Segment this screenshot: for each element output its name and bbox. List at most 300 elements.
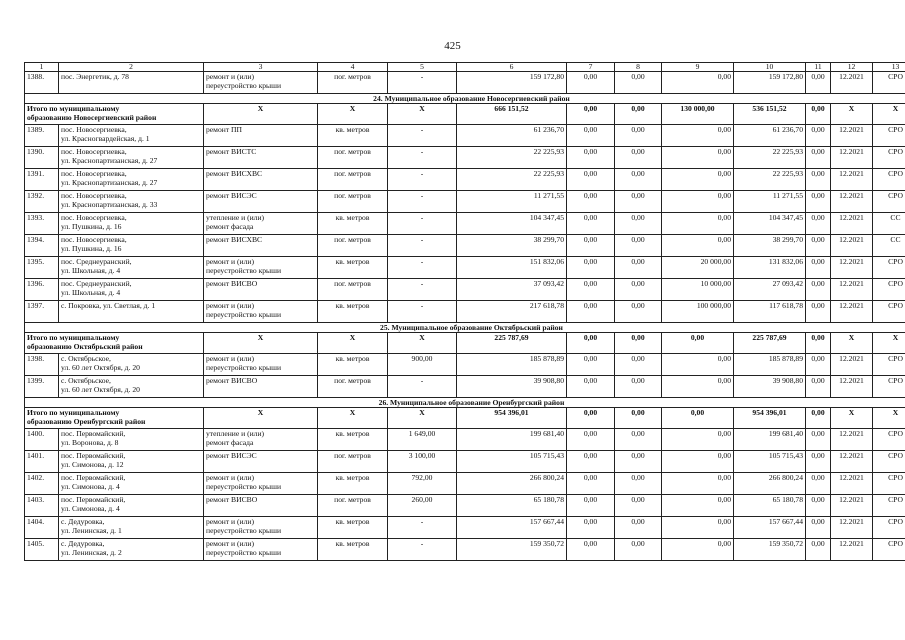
table-row [25,376,905,398]
row-fund-owners: 22 225,93 [734,169,806,191]
row-work-type: ремонт и (или) переустройство крыши [204,473,318,495]
row-fund-regional: 0,00 [615,495,662,517]
row-method: СРО [873,376,905,398]
row-fund-local: 0,00 [662,376,734,398]
table-row [25,473,905,495]
row-fund-local: 0,00 [662,539,734,561]
row-volume: 3 100,00 [388,451,457,473]
row-completion-date: 12.2021 [831,495,873,517]
row-method: СРО [873,301,905,323]
row-fund-other: 0,00 [806,191,831,213]
total-fund-federal: 0,00 [567,408,615,429]
row-fund-local: 0,00 [662,169,734,191]
row-fund-federal: 0,00 [567,429,615,451]
row-unit: пог. метров [318,147,388,169]
row-completion-date: 12.2021 [831,169,873,191]
row-fund-federal: 0,00 [567,147,615,169]
row-completion-date: 12.2021 [831,213,873,235]
row-fund-federal: 0,00 [567,72,615,94]
row-unit: пог. метров [318,279,388,301]
row-address: с. Покровка, ул. Светлая, д. 1 [59,301,204,323]
total-completion-date: X [831,104,873,125]
row-address: пос. Новосергиевка, ул. Пушкина, д. 16 [59,235,204,257]
row-fund-local: 0,00 [662,354,734,376]
row-total-cost: 199 681,40 [457,429,567,451]
row-fund-other: 0,00 [806,495,831,517]
row-fund-owners: 61 236,70 [734,125,806,147]
row-fund-other: 0,00 [806,213,831,235]
total-cost: 225 787,69 [457,333,567,354]
row-fund-regional: 0,00 [615,147,662,169]
row-work-type: ремонт ВИСВО [204,279,318,301]
column-number: 9 [662,63,734,72]
row-fund-federal: 0,00 [567,473,615,495]
row-completion-date: 12.2021 [831,147,873,169]
row-number: 1388. [25,72,59,94]
total-fund-local: 130 000,00 [662,104,734,125]
row-volume: - [388,191,457,213]
row-fund-regional: 0,00 [615,473,662,495]
row-volume: 792,00 [388,473,457,495]
table-row [25,257,905,279]
row-fund-other: 0,00 [806,539,831,561]
row-fund-federal: 0,00 [567,235,615,257]
row-completion-date: 12.2021 [831,72,873,94]
row-work-type: ремонт ПП [204,125,318,147]
row-fund-other: 0,00 [806,376,831,398]
row-fund-federal: 0,00 [567,257,615,279]
row-fund-regional: 0,00 [615,235,662,257]
row-total-cost: 22 225,93 [457,169,567,191]
total-fund-local: 0,00 [662,333,734,354]
row-volume: 900,00 [388,354,457,376]
row-completion-date: 12.2021 [831,473,873,495]
row-fund-local: 20 000,00 [662,257,734,279]
column-number: 8 [615,63,662,72]
row-fund-other: 0,00 [806,517,831,539]
row-completion-date: 12.2021 [831,279,873,301]
column-number: 10 [734,63,806,72]
row-fund-local: 0,00 [662,451,734,473]
row-unit: кв. метров [318,213,388,235]
row-fund-owners: 22 225,93 [734,147,806,169]
table-row [25,147,905,169]
total-col4: X [318,333,388,354]
row-unit: кв. метров [318,354,388,376]
row-unit: кв. метров [318,257,388,279]
section-heading-row [25,323,905,333]
row-fund-owners: 131 832,06 [734,257,806,279]
row-number: 1399. [25,376,59,398]
row-number: 1390. [25,147,59,169]
row-method: СРО [873,495,905,517]
row-fund-other: 0,00 [806,72,831,94]
column-number: 6 [457,63,567,72]
section-heading: 25. Муниципальное образование Октябрьский район [25,323,905,333]
row-number: 1404. [25,517,59,539]
row-completion-date: 12.2021 [831,257,873,279]
row-completion-date: 12.2021 [831,301,873,323]
total-cost: 666 151,52 [457,104,567,125]
row-total-cost: 38 299,70 [457,235,567,257]
row-unit: пог. метров [318,169,388,191]
row-fund-federal: 0,00 [567,539,615,561]
row-fund-other: 0,00 [806,235,831,257]
table-row [25,517,905,539]
row-fund-local: 0,00 [662,213,734,235]
row-fund-other: 0,00 [806,301,831,323]
row-work-type: ремонт ВИСЭС [204,451,318,473]
row-fund-owners: 65 180,78 [734,495,806,517]
total-col3: X [204,333,318,354]
section-heading: 26. Муниципальное образование Оренбургский район [25,398,905,408]
table-row [25,429,905,451]
total-fund-owners: 225 787,69 [734,333,806,354]
row-number: 1397. [25,301,59,323]
total-fund-other: 0,00 [806,408,831,429]
row-fund-owners: 159 172,80 [734,72,806,94]
row-fund-local: 0,00 [662,473,734,495]
total-method: X [873,408,905,429]
row-fund-other: 0,00 [806,279,831,301]
row-method: СРО [873,72,905,94]
row-fund-local: 0,00 [662,72,734,94]
row-work-type: ремонт и (или) переустройство крыши [204,539,318,561]
row-volume: - [388,235,457,257]
row-address: пос. Среднеуранский, ул. Школьная, д. 4 [59,279,204,301]
table-row [25,495,905,517]
column-number: 7 [567,63,615,72]
row-total-cost: 151 832,06 [457,257,567,279]
row-fund-federal: 0,00 [567,169,615,191]
row-work-type: ремонт и (или) переустройство крыши [204,517,318,539]
row-address: пос. Первомайский, ул. Воронова, д. 8 [59,429,204,451]
row-fund-regional: 0,00 [615,191,662,213]
column-number: 3 [204,63,318,72]
row-address: с. Дедуровка, ул. Ленинская, д. 2 [59,539,204,561]
row-unit: пог. метров [318,191,388,213]
row-fund-other: 0,00 [806,451,831,473]
total-fund-owners: 954 396,01 [734,408,806,429]
row-address: пос. Среднеуранский, ул. Школьная, д. 4 [59,257,204,279]
row-method: СРО [873,539,905,561]
row-total-cost: 104 347,45 [457,213,567,235]
row-completion-date: 12.2021 [831,517,873,539]
row-unit: кв. метров [318,473,388,495]
row-method: СРО [873,279,905,301]
row-volume: - [388,72,457,94]
row-unit: кв. метров [318,301,388,323]
row-completion-date: 12.2021 [831,539,873,561]
row-volume: - [388,213,457,235]
repair-program-table [24,62,905,561]
total-col5: X [388,104,457,125]
row-total-cost: 65 180,78 [457,495,567,517]
row-number: 1394. [25,235,59,257]
total-fund-owners: 536 151,52 [734,104,806,125]
row-fund-local: 0,00 [662,147,734,169]
row-total-cost: 159 172,80 [457,72,567,94]
row-work-type: ремонт ВИСХВС [204,235,318,257]
row-fund-federal: 0,00 [567,191,615,213]
row-address: пос. Новосергиевка, ул. Красногвардейская, д. 1 [59,125,204,147]
row-fund-owners: 117 618,78 [734,301,806,323]
row-volume: - [388,147,457,169]
row-work-type: ремонт ВИСХВС [204,169,318,191]
row-completion-date: 12.2021 [831,191,873,213]
section-heading-row [25,94,905,104]
row-fund-local: 10 000,00 [662,279,734,301]
total-fund-regional: 0,00 [615,104,662,125]
row-method: СС [873,213,905,235]
row-volume: - [388,517,457,539]
row-fund-regional: 0,00 [615,257,662,279]
row-fund-other: 0,00 [806,169,831,191]
row-fund-owners: 157 667,44 [734,517,806,539]
row-method: СРО [873,169,905,191]
row-fund-local: 0,00 [662,235,734,257]
row-completion-date: 12.2021 [831,429,873,451]
table-row [25,169,905,191]
total-col3: X [204,104,318,125]
row-method: СРО [873,429,905,451]
row-work-type: ремонт и (или) переустройство крыши [204,257,318,279]
row-number: 1391. [25,169,59,191]
row-fund-owners: 104 347,45 [734,213,806,235]
total-method: X [873,104,905,125]
total-label: Итого по муниципальному образованию Новосергиевский район [25,104,204,125]
row-fund-regional: 0,00 [615,539,662,561]
table-row [25,301,905,323]
section-heading: 24. Муниципальное образование Новосергиевский район [25,94,905,104]
table-row [25,191,905,213]
row-method: СС [873,235,905,257]
table-row [25,235,905,257]
row-fund-regional: 0,00 [615,354,662,376]
total-completion-date: X [831,408,873,429]
row-fund-regional: 0,00 [615,279,662,301]
row-work-type: ремонт и (или) переустройство крыши [204,301,318,323]
row-work-type: утепление и (или) ремонт фасада [204,213,318,235]
column-number: 4 [318,63,388,72]
row-address: пос. Новосергиевка, ул. Краснопартизанская, д. 27 [59,169,204,191]
row-method: СРО [873,191,905,213]
row-volume: - [388,257,457,279]
row-volume: - [388,301,457,323]
row-fund-owners: 159 350,72 [734,539,806,561]
total-fund-regional: 0,00 [615,333,662,354]
row-fund-federal: 0,00 [567,517,615,539]
row-work-type: ремонт и (или) переустройство крыши [204,72,318,94]
total-fund-local: 0,00 [662,408,734,429]
total-col4: X [318,104,388,125]
row-number: 1389. [25,125,59,147]
row-fund-other: 0,00 [806,354,831,376]
row-number: 1403. [25,495,59,517]
row-completion-date: 12.2021 [831,376,873,398]
row-unit: кв. метров [318,429,388,451]
row-total-cost: 37 093,42 [457,279,567,301]
row-unit: пог. метров [318,235,388,257]
row-address: пос. Новосергиевка, ул. Пушкина, д. 16 [59,213,204,235]
row-address: пос. Новосергиевка, ул. Краснопартизанская, д. 27 [59,147,204,169]
page-number: 425 [444,40,461,52]
row-total-cost: 159 350,72 [457,539,567,561]
table-row [25,213,905,235]
row-total-cost: 61 236,70 [457,125,567,147]
row-completion-date: 12.2021 [831,354,873,376]
row-address: пос. Первомайский, ул. Симонова, д. 4 [59,495,204,517]
row-fund-local: 0,00 [662,517,734,539]
row-number: 1396. [25,279,59,301]
row-fund-local: 0,00 [662,429,734,451]
table-row [25,279,905,301]
total-col4: X [318,408,388,429]
column-number: 2 [59,63,204,72]
total-label: Итого по муниципальному образованию Оренбургский район [25,408,204,429]
row-volume: 1 649,00 [388,429,457,451]
row-address: пос. Энергетик, д. 78 [59,72,204,94]
row-completion-date: 12.2021 [831,125,873,147]
row-total-cost: 217 618,78 [457,301,567,323]
total-cost: 954 396,01 [457,408,567,429]
total-col5: X [388,333,457,354]
row-fund-federal: 0,00 [567,279,615,301]
row-number: 1398. [25,354,59,376]
row-fund-federal: 0,00 [567,213,615,235]
row-completion-date: 12.2021 [831,451,873,473]
row-fund-other: 0,00 [806,125,831,147]
row-unit: пог. метров [318,451,388,473]
row-fund-regional: 0,00 [615,301,662,323]
total-col5: X [388,408,457,429]
row-method: СРО [873,451,905,473]
row-unit: кв. метров [318,125,388,147]
row-work-type: ремонт ВИСВО [204,376,318,398]
row-fund-regional: 0,00 [615,376,662,398]
row-fund-owners: 38 299,70 [734,235,806,257]
row-fund-other: 0,00 [806,147,831,169]
row-unit: пог. метров [318,376,388,398]
column-number-row [25,63,905,72]
row-unit: кв. метров [318,539,388,561]
column-number: 13 [873,63,905,72]
row-number: 1400. [25,429,59,451]
row-fund-regional: 0,00 [615,125,662,147]
row-fund-local: 0,00 [662,125,734,147]
row-fund-federal: 0,00 [567,125,615,147]
row-fund-regional: 0,00 [615,517,662,539]
row-address: с. Октябрьское, ул. 60 лет Октября, д. 20 [59,376,204,398]
row-fund-federal: 0,00 [567,376,615,398]
row-total-cost: 157 667,44 [457,517,567,539]
row-fund-owners: 39 908,80 [734,376,806,398]
row-method: СРО [873,354,905,376]
column-number: 12 [831,63,873,72]
row-address: пос. Новосергиевка, ул. Краснопартизанская, д. 33 [59,191,204,213]
row-total-cost: 266 800,24 [457,473,567,495]
row-fund-owners: 11 271,55 [734,191,806,213]
row-method: СРО [873,473,905,495]
row-volume: - [388,125,457,147]
row-fund-owners: 266 800,24 [734,473,806,495]
row-method: СРО [873,125,905,147]
row-completion-date: 12.2021 [831,235,873,257]
subtotal-row [25,408,905,429]
row-fund-federal: 0,00 [567,495,615,517]
row-fund-local: 0,00 [662,495,734,517]
total-col3: X [204,408,318,429]
row-address: пос. Первомайский, ул. Симонова, д. 4 [59,473,204,495]
row-fund-regional: 0,00 [615,451,662,473]
column-number: 1 [25,63,59,72]
row-fund-federal: 0,00 [567,451,615,473]
row-work-type: ремонт ВИСЭС [204,191,318,213]
row-unit: пог. метров [318,495,388,517]
table-row [25,125,905,147]
row-work-type: ремонт и (или) переустройство крыши [204,354,318,376]
table-row [25,72,905,94]
section-heading-row [25,398,905,408]
row-address: с. Октябрьское, ул. 60 лет Октября, д. 20 [59,354,204,376]
row-volume: 260,00 [388,495,457,517]
table-row [25,354,905,376]
row-work-type: ремонт ВИСТС [204,147,318,169]
row-number: 1393. [25,213,59,235]
total-label: Итого по муниципальному образованию Октябрьский район [25,333,204,354]
row-fund-regional: 0,00 [615,429,662,451]
total-method: X [873,333,905,354]
row-fund-other: 0,00 [806,429,831,451]
row-volume: - [388,539,457,561]
row-volume: - [388,279,457,301]
row-total-cost: 185 878,89 [457,354,567,376]
row-fund-owners: 199 681,40 [734,429,806,451]
total-completion-date: X [831,333,873,354]
row-number: 1401. [25,451,59,473]
row-fund-local: 100 000,00 [662,301,734,323]
row-total-cost: 105 715,43 [457,451,567,473]
row-fund-federal: 0,00 [567,354,615,376]
column-number: 5 [388,63,457,72]
row-fund-regional: 0,00 [615,213,662,235]
row-total-cost: 39 908,80 [457,376,567,398]
row-unit: пог. метров [318,72,388,94]
row-total-cost: 22 225,93 [457,147,567,169]
row-method: СРО [873,517,905,539]
row-total-cost: 11 271,55 [457,191,567,213]
row-number: 1395. [25,257,59,279]
table-row [25,451,905,473]
row-fund-other: 0,00 [806,257,831,279]
row-method: СРО [873,257,905,279]
column-number: 11 [806,63,831,72]
row-number: 1405. [25,539,59,561]
table-row [25,539,905,561]
row-address: пос. Первомайский, ул. Симонова, д. 12 [59,451,204,473]
total-fund-federal: 0,00 [567,104,615,125]
row-volume: - [388,376,457,398]
row-fund-owners: 105 715,43 [734,451,806,473]
total-fund-other: 0,00 [806,333,831,354]
row-fund-regional: 0,00 [615,169,662,191]
row-unit: кв. метров [318,517,388,539]
row-fund-owners: 185 878,89 [734,354,806,376]
row-fund-owners: 27 093,42 [734,279,806,301]
row-address: с. Дедуровка, ул. Ленинская, д. 1 [59,517,204,539]
total-fund-regional: 0,00 [615,408,662,429]
row-fund-federal: 0,00 [567,301,615,323]
